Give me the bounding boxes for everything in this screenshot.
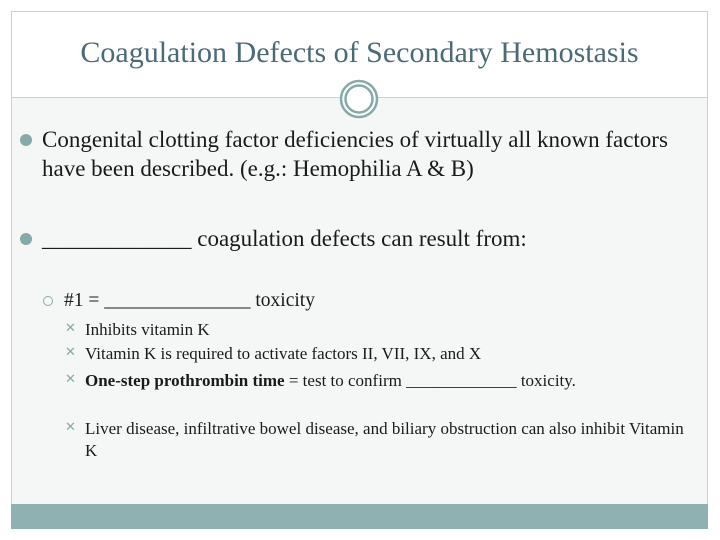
sub-sub-bullet-text: Liver disease, infiltrative bowel disease, and biliary obstruction can also inhibit Vitamin K [85,419,684,460]
sub-sub-bullet-text: Inhibits vitamin K [85,320,210,339]
sub-sub-bullet-bold-text: One-step prothrombin time [85,371,285,390]
sub-bullet-item [64,289,674,313]
sub-sub-bullet-text: Vitamin K is required to activate factors II, VII, IX, and X [85,344,482,363]
slide-title: Coagulation Defects of Secondary Hemostasis [80,36,639,69]
x-bullet-icon: ✕ [65,321,76,336]
bullet-item [42,125,682,183]
bullet-dot-icon [20,134,32,146]
sub-sub-bullet-item [65,370,685,392]
sub-sub-bullet-item [65,343,685,365]
ring-ornament-icon [339,79,379,119]
bullet-text: _____________ coagulation defects can result from: [42,226,527,251]
hollow-circle-bullet-icon [43,296,53,306]
x-bullet-icon: ✕ [65,372,76,387]
bullet-item [42,224,682,253]
bullet-dot-icon [20,233,32,245]
sub-bullet-text: #1 = _______________ toxicity [64,290,315,311]
bullet-text: Congenital clotting factor deficiencies of virtually all known factors have been described. (e.g.: Hemophilia A & B) [42,127,668,181]
footer-bar [11,504,708,529]
sub-sub-bullet-item [65,319,685,341]
x-bullet-icon: ✕ [65,345,76,360]
x-bullet-icon: ✕ [65,420,76,435]
sub-sub-bullet-item [65,418,685,462]
sub-sub-bullet-text: = test to confirm _____________ toxicity. [284,371,576,390]
